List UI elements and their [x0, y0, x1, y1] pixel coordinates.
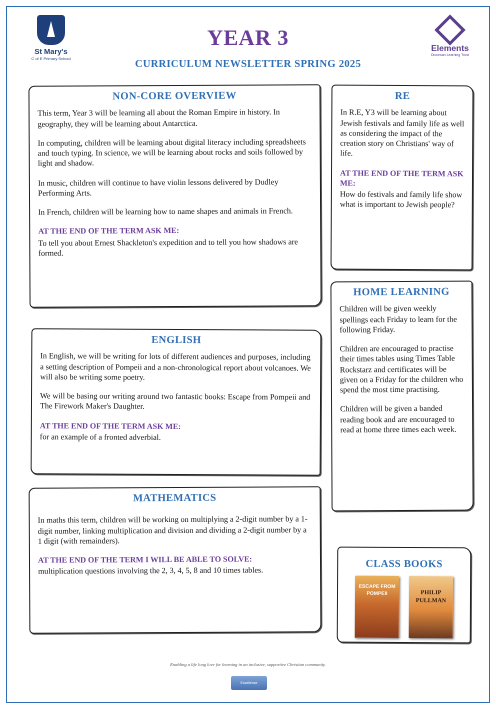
home-learning-paragraph: Children are encouraged to practise their times tables using Times Table Rockstarz and certificates will be given on a Friday for the children who spend the most time practising. [339, 343, 464, 395]
trust-logo [419, 15, 481, 57]
book-covers [346, 576, 462, 639]
noncore-ask-text: To tell you about Ernest Shackleton's expedition and to tell you how shadows are formed. [38, 236, 298, 258]
footer-badge: Excellence [231, 676, 267, 690]
home-learning-section [330, 281, 473, 512]
footer-motto: Enabling a life long love for learning in an inclusive, supportive Christian community. [170, 662, 326, 667]
re-section [331, 85, 474, 271]
english-paragraph: In English, we will be writing for lots of different audiences and purposes, including a setting description of Pompeii and a non-chronological report about volcanoes. We will also be writing some poetry. [40, 351, 311, 382]
noncore-paragraph: In French, children will be learning how to name shapes and animals in French. [38, 206, 293, 217]
english-heading: ENGLISH [151, 334, 202, 347]
re-heading: RE [394, 90, 411, 103]
home-learning-paragraph: Children will be given weekly spellings each Friday to learn for the following Friday. [339, 304, 457, 335]
mathematics-section [29, 486, 322, 634]
noncore-heading: NON-CORE OVERVIEW [112, 90, 237, 103]
class-books-heading: CLASS BOOKS [365, 558, 443, 571]
class-books-section [337, 547, 472, 644]
trust-logo-subtitle: Diocesan Learning Trust [431, 53, 469, 57]
school-logo-subtitle: C of E Primary School [31, 56, 71, 61]
book-cover-firework-makers-daughter [409, 576, 453, 638]
maths-ask-label: AT THE END OF THE TERM I WILL BE ABLE TO SOLVE: [37, 554, 253, 565]
re-paragraph: In R.E, Y3 will be learning about Jewish festivals and family life as well as considering the impact of the creation story on Christians' way of life. [340, 108, 465, 159]
maths-heading: MATHEMATICS [132, 492, 217, 505]
english-ask-label: AT THE END OF THE TERM ASK ME: [39, 420, 181, 431]
english-paragraph: We will be basing our writing around two fantastic books: Escape from Pompeii and The Firework Maker's Daughter. [39, 391, 311, 412]
re-ask-label: AT THE END OF THE TERM ASK ME: [339, 168, 464, 188]
re-ask-text: How do festivals and family life show what is important to Jewish people? [339, 189, 463, 210]
page-subtitle: CURRICULUM NEWSLETTER SPRING 2025 [134, 59, 362, 70]
home-learning-heading: HOME LEARNING [353, 286, 450, 299]
newsletter-page [6, 6, 490, 703]
book-cover-author: PHILIP PULLMAN [415, 590, 447, 605]
english-section [31, 328, 322, 476]
noncore-paragraph: In computing, children will be learning about digital literacy including spreadsheets and touch typing. In science, we will be learning about rocks and soils followed by light and shadow. [37, 137, 306, 169]
noncore-paragraph: This term, Year 3 will be learning all about the Roman Empire in history. In geography, they will be learning about Antarctica. [37, 107, 280, 129]
page-title: YEAR 3 [207, 25, 289, 50]
book-cover-title: ESCAPE FROM POMPEII [358, 584, 396, 597]
trust-logo-name: Elements [431, 43, 469, 53]
school-logo-name: St Mary's [34, 47, 68, 56]
noncore-overview-section [28, 84, 321, 308]
noncore-paragraph: In music, children will continue to have violin lessons delivered by Dudley Performing Arts. [37, 177, 279, 198]
book-cover-escape-from-pompeii [355, 576, 399, 638]
home-learning-paragraph: Children will be given a banded reading book and are encouraged to read at home three times each week. [340, 404, 457, 435]
diamond-logo-icon [434, 14, 465, 45]
maths-paragraph: In maths this term, children will be working on multiplying a 2-digit number by a 1- digit number, linking multiplication and division and dividing a 2-digit number by a 1 digit (with remainders). [37, 514, 308, 546]
noncore-ask-label: AT THE END OF THE TERM ASK ME: [38, 226, 180, 237]
maths-ask-text: multiplication questions involving the 2, 3, 4, 5, 8 and 10 times tables. [38, 565, 264, 577]
english-ask-text: for an example of a fronted adverbial. [39, 432, 161, 442]
